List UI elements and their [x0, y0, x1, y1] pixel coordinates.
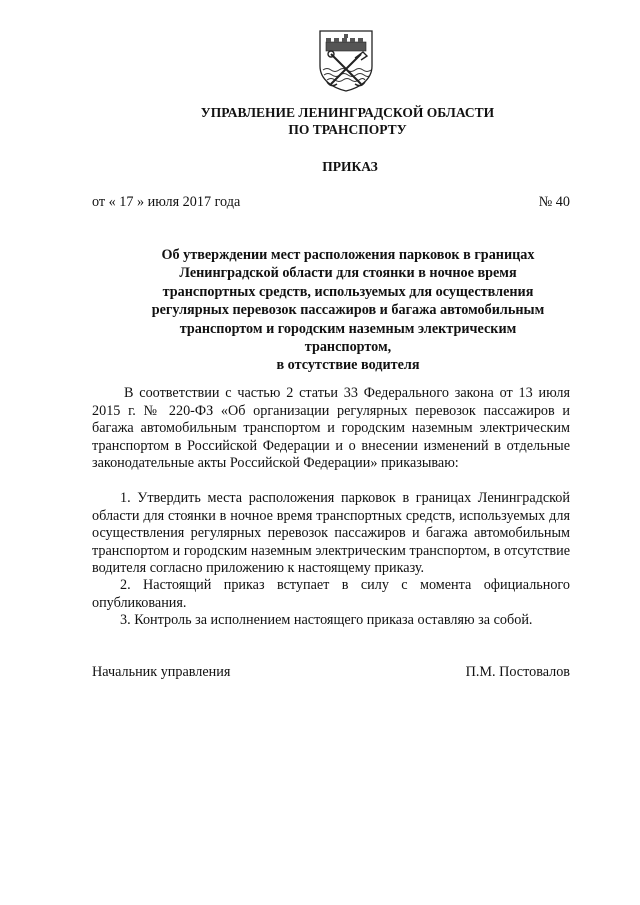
subject-line: транспортом и городским наземным электрическим транспортом, [179, 320, 517, 356]
coat-of-arms-emblem [317, 28, 375, 92]
order-number: № 40 [538, 194, 570, 210]
document-type: ПРИКАЗ [322, 159, 378, 174]
signatory-role: Начальник управления [92, 664, 231, 680]
agency-name [0, 104, 640, 138]
order-item-3: 3. Контроль за исполнением настоящего приказа оставляю за собой. [120, 612, 533, 628]
order-item-2: 2. Настоящий приказ вступает в силу с момента официального опубликования. [92, 577, 570, 611]
order-date: от « 17 » июля 2017 года [92, 194, 241, 210]
subject-line: Ленинградской области для стоянки в ночное время [179, 265, 517, 282]
subject-line: транспортных средств, используемых для осуществления [162, 283, 534, 300]
agency-name-line2: ПО ТРАНСПОРТУ [288, 122, 407, 137]
order-item-1: 1. Утвердить места расположения парковок в границах Ленинградской области для стоянки в ночное время транспортных средств, используемых для осуществления регулярных перевозок пассажиров и багажа автомобильным транспортом и городским наземным электрическим транспортом, в отсутствие водителя согласно приложению к настоящему приказу. [92, 490, 570, 577]
signatory-name: П.М. Постовалов [465, 664, 570, 680]
subject-line: регулярных перевозок пассажиров и багажа автомобильным [151, 302, 545, 319]
preamble-paragraph: В соответствии с частью 2 статьи 33 Федерального закона от 13 июля 2015 г. № 220-ФЗ «Об организации регулярных перевозок пассажиров и багажа автомобильным транспортом и городским наземным электрическим транспортом в Российской Федерации и о внесении изменений в отдельные законодательные акты Российской Федерации» приказываю: [92, 385, 570, 472]
subject-line: в отсутствие водителя [276, 357, 420, 374]
agency-name-line1: УПРАВЛЕНИЕ ЛЕНИНГРАДСКОЙ ОБЛАСТИ [200, 105, 495, 120]
order-subject [140, 246, 556, 375]
subject-line: Об утверждении мест расположения парковок в границах [161, 247, 535, 263]
